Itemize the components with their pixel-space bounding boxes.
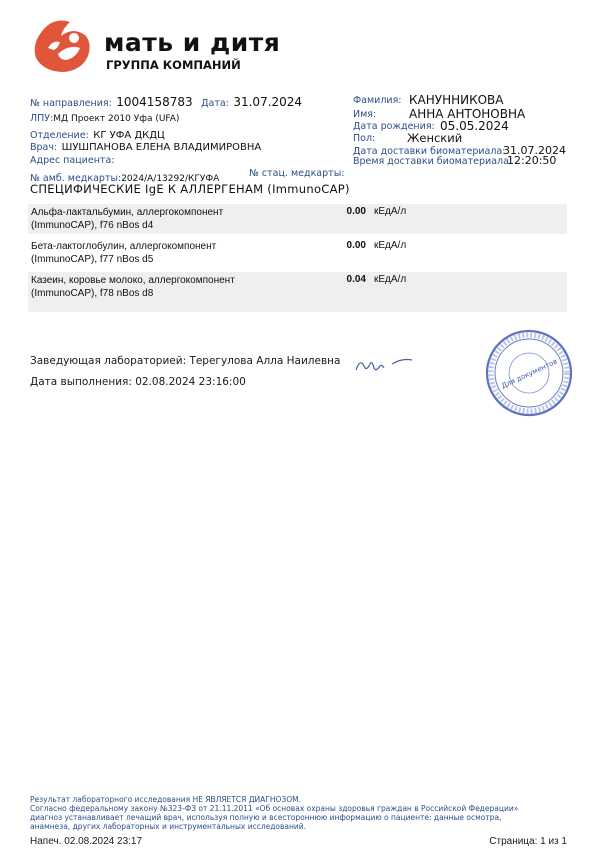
delivery-date-value: 31.07.2024 (503, 144, 566, 157)
address-label: Адрес пациента: (30, 155, 115, 166)
head-of-lab: Заведующая лабораторией: Терегулова Алла Наилевна (30, 355, 341, 367)
table-row (28, 204, 567, 234)
lpu-label: ЛПУ: (30, 113, 54, 124)
analyte-name: Альфа-лактальбумин, аллергокомпонент (ImmunoCAP), f76 nBos d4 (31, 207, 224, 231)
delivery-date-label: Дата доставки биоматериала: (353, 146, 506, 157)
page-number: Страница: 1 из 1 (489, 836, 567, 847)
address-line (30, 150, 114, 168)
birth-label: Дата рождения: (353, 121, 435, 132)
table-row (28, 238, 567, 268)
stat-card-label: № стац. медкарты: (249, 168, 345, 179)
completion-label: Дата выполнения: (30, 376, 132, 388)
result-value: 0.00 (346, 240, 366, 251)
section-title: СПЕЦИФИЧЕСКИЕ IgE К АЛЛЕРГЕНАМ (ImmunoCAP) (30, 182, 350, 196)
signature-image (352, 352, 422, 378)
department-value: КГ УФА ДКДЦ (93, 130, 165, 141)
completion-value: 02.08.2024 23:16:00 (135, 376, 246, 388)
lpu-line (30, 108, 179, 126)
disclaimer-line: диагноз устанавливает лечащий врач, используя полную и всестороннюю информацию о пациенте: данные осмотра, (30, 813, 502, 822)
table-row (28, 272, 567, 312)
result-unit: кЕдА/л (374, 240, 407, 251)
delivery-time-value: 12:20:50 (507, 154, 557, 167)
amb-card-value: 2024/A/13292/КГУФА (121, 174, 220, 184)
disclaimer (30, 795, 518, 831)
disclaimer-line: Результат лабораторного исследования НЕ ЯВЛЯЕТСЯ ДИАГНОЗОМ. (30, 795, 301, 804)
result-value: 0.00 (346, 206, 366, 217)
lpu-value: МД Проект 2010 Уфа (UFA) (53, 114, 180, 124)
name-value: АННА АНТОНОВНА (409, 107, 526, 121)
sex-value: Женский (407, 131, 463, 145)
completion-line (30, 376, 246, 388)
analyte-name: Бета-лактоглобулин, аллергокомпонент (ImmunoCAP), f77 nBos d5 (31, 241, 217, 265)
sex-label: Пол: (353, 133, 376, 144)
date-label: Дата: (201, 98, 229, 109)
result-value: 0.04 (346, 274, 366, 285)
delivery-time-label: Время доставки биоматериала: (353, 156, 513, 167)
date-value: 31.07.2024 (233, 95, 303, 109)
stamp-text: Для документов (500, 357, 559, 391)
surname-value: КАНУННИКОВА (409, 93, 504, 107)
surname-label: Фамилия: (353, 95, 402, 106)
stamp-image (484, 328, 574, 418)
birth-value: 05.05.2024 (440, 119, 509, 133)
brand-logo-icon (30, 14, 100, 76)
doctor-label: Врач: (30, 142, 58, 153)
analyte-name: Казеин, коровье молоко, аллергокомпонент (ImmunoCAP), f78 nBos d8 (31, 275, 235, 299)
disclaimer-line: Согласно федеральному закону №323-ФЗ от 21.11.2011 «Об основах охраны здоровья граждан в Российской Федерации» (30, 804, 519, 813)
doctor-value: ШУШПАНОВА ЕЛЕНА ВЛАДИМИРОВНА (61, 142, 262, 153)
direction-value: 1004158783 (116, 95, 193, 109)
printed-date: Напеч. 02.08.2024 23:17 (30, 836, 143, 847)
disclaimer-line: анамнеза, других лабораторных и инструментальных исследований. (30, 822, 307, 831)
department-label: Отделение: (30, 130, 89, 141)
brand-name: мать и дитя (104, 28, 281, 57)
brand-subtitle: ГРУППА КОМПАНИЙ (106, 58, 241, 72)
amb-card-label: № амб. медкарты: (30, 173, 122, 184)
result-unit: кЕдА/л (374, 206, 407, 217)
direction-label: № направления: (30, 98, 112, 109)
result-unit: кЕдА/л (374, 274, 407, 285)
name-label: Имя: (353, 109, 377, 120)
